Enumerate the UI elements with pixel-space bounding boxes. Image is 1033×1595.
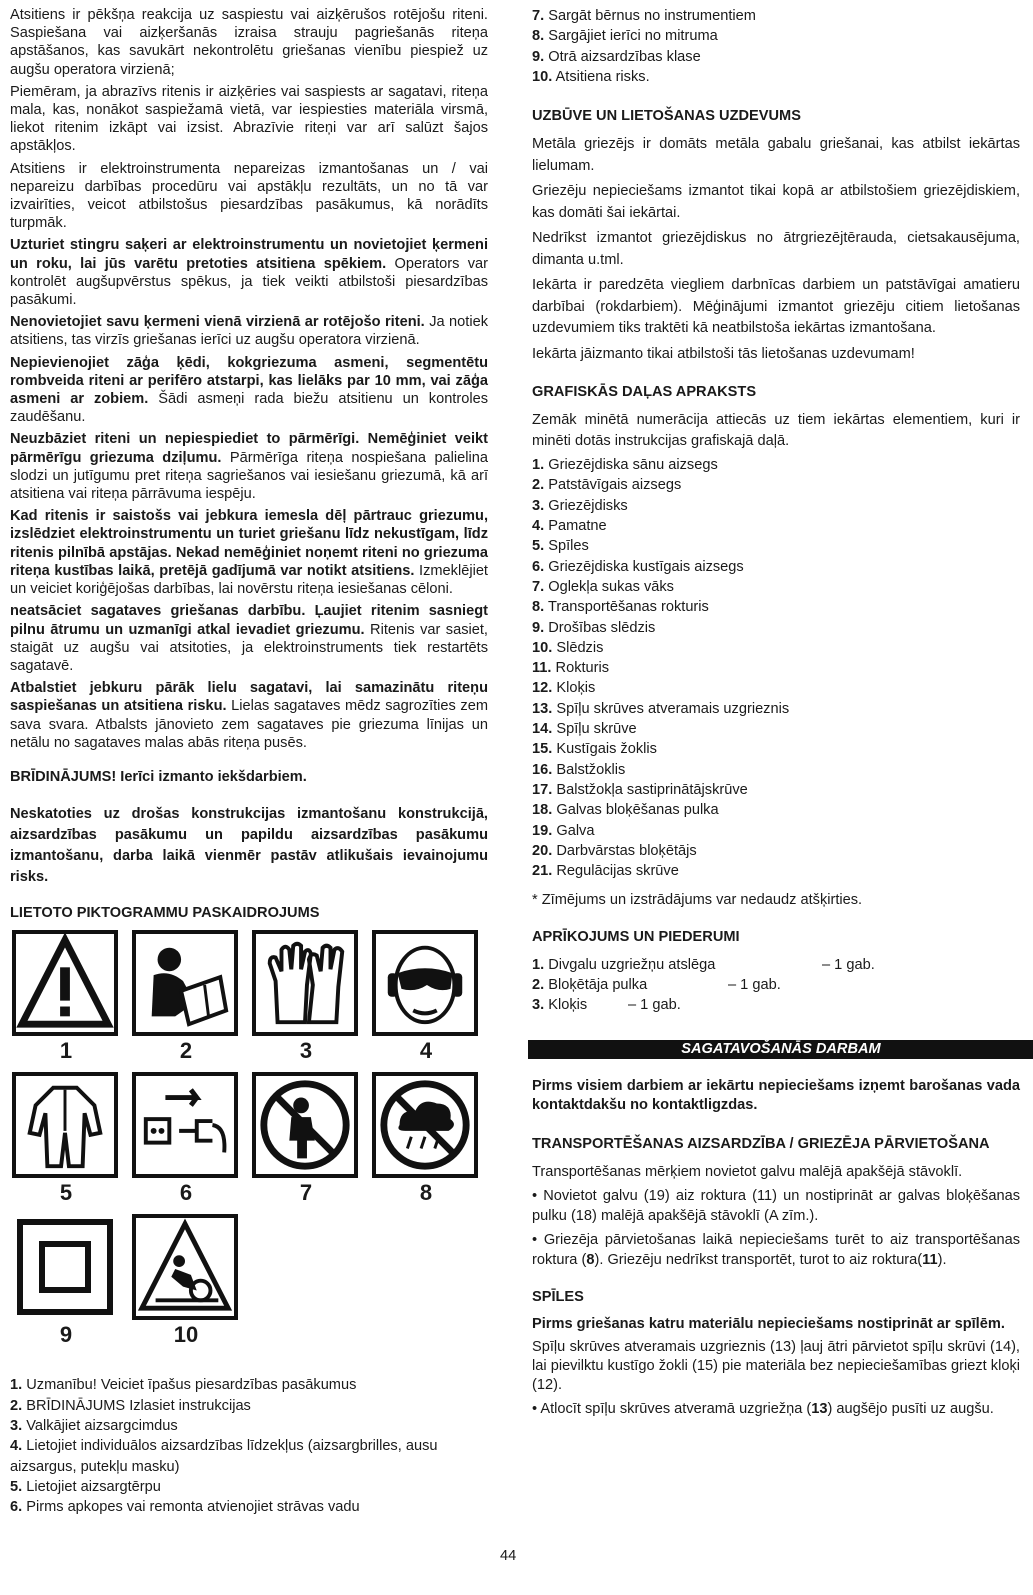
graphic-intro: Zemāk minētā numerācija attiecās uz tiem iekārtas elementiem, kuri ir minēti dotās instrukcijas grafiskajā daļā.: [532, 412, 1020, 449]
list-item: 5. Spīles: [532, 538, 589, 555]
picto-number-9: 9: [59, 1322, 73, 1348]
legend-item: 3. Valkājiet aizsargcimdus: [10, 1417, 178, 1434]
vise-bullet: • Atlocīt spīļu skrūves atveramā uzgriežņa (13) augšējo pusīti uz augšu.: [532, 1400, 994, 1417]
list-item: 18. Galvas bloķēšanas pulka: [532, 802, 719, 819]
list-item: 15. Kustīgais žoklis: [532, 741, 657, 758]
jam-rest: Pārmērīga riteņa nospiešana palielina slodzi un jutīgumu pret riteņa sagriešanos vai iesiešanu griezumā, kā arī atsitiena vai riteņa pārrāvuma iespēju.: [10, 449, 488, 503]
legend-item: 5. Lietojiet aizsargtērpu: [10, 1478, 161, 1495]
double-insulation-icon: [12, 1214, 118, 1320]
kickback-example: Piemēram, ja abrazīvs ritenis ir aizķēries vai saspiests ar sagatavi, riteņa mala, kas, nonākot saspiežamā vietā, var iespiesties materiāla virsmā, liekot ritenim izkāpt vai izsist. Abrazīvie riteņi var arī salūzt šajos apstākļos.: [10, 83, 488, 155]
list-item: 4. Pamatne: [532, 518, 607, 535]
list-item: 2. Bloķētāja pulka – 1 gab.: [532, 976, 781, 993]
list-item: 3. Griezējdisks: [532, 497, 628, 514]
unplug-icon: [132, 1072, 238, 1178]
keep-dry-icon: [372, 1072, 478, 1178]
vise-heading: SPĪLES: [532, 1288, 584, 1305]
grip-instruction: [10, 236, 488, 309]
support-instruction: [10, 679, 488, 752]
blade-rest: Šādi asmeņi rada biežu atsitienu un kontroles zaudēšanu.: [10, 391, 488, 426]
transport-bullet-2: • Griezēja pārvietošanas laikā nepieciešams turēt to aiz transportēšanas roktura (8). Griezēju nedrīkst transportēt, turot to aiz roktura(11).: [532, 1231, 1020, 1268]
warning-triangle-icon: [12, 930, 118, 1036]
usage-section: Metāla griezējs ir domāts metāla gabalu griešanai, kas atbilst iekārtas lielumam. Griezēju nepieciešams izmantot tikai kopā ar atbilstošiem griezējdiskiem, kas domāti šai iekārtai. Nedrīkst izmantot griezējdiskus no ātrgriezējtērauda, cietsakausējuma, dimanta u.tml. Iekārta ir paredzēta viegliem darbnīcas darbiem un patstāvīgai amatieru darbībai (rokdarbiem). Mēģinājumi izmantot griezēju citiem lietošanas uzdevumiem tiks traktēti kā neatbilstoša iekārtas izmantošana. Iekārta jāizmanto tikai atbilstoši tās lietošanas uzdevumam!: [532, 136, 1020, 362]
list-item: 9. Drošības slēdzis: [532, 619, 656, 636]
list-item: 17. Balstžokļa sastiprinātājskrūve: [532, 781, 748, 798]
legend-item: 2. BRĪDINĀJUMS Izlasiet instrukcijas: [10, 1397, 251, 1414]
bind-bold: Kad ritenis ir saistošs vai jebkura iemesla dēļ pārtrauc griezumu, izslēdziet elektroinstrumentu un turiet griešanu līdz nekustīgam, līdz ritenis pilnībā apstājas. Nekad nemēģiniet noņemt riteni no griezuma riteņa kustības laikā, pretējā gadījumā var notikt atsitiens.: [10, 508, 488, 579]
transport-text: Transportēšanas mērķiem novietot galvu malējā apakšējā stāvoklī.: [532, 1163, 963, 1180]
body-rest: Ja notiek atsitiens, tas virzīs griešanas ierīci uz augšu operatora virzienā.: [10, 314, 488, 349]
body-position-instruction: [10, 313, 488, 349]
blade-bold: Nepievienojiet zāģa ķēdi, kokgriezuma asmeni, segmentētu rombveida riteni ar perifēro atstarpi, kas lielāks par 10 mm, vai zāģa asmeni ar zobiem.: [10, 354, 488, 408]
jam-bold: Neuzbāziet riteni un nepiespiediet to pārmērīgi. Nemēģiniet veikt pārmērīgu griezuma dziļumu.: [10, 431, 488, 466]
support-rest: Lielas sagataves mēdz sagrozīties zem sava svara. Atbalsts jānovieto zem sagataves pie griezuma līnijas un netālu no sagataves malas abās riteņa pusēs.: [10, 698, 488, 751]
picto-number-6: 6: [179, 1180, 193, 1206]
drawing-note: * Zīmējums un izstrādājums var nedaudz atšķirties.: [532, 892, 863, 909]
picto-number-3: 3: [299, 1038, 313, 1064]
restart-bold: neatsāciet sagataves griešanas darbību. Ļaujiet ritenim sasniegt pilnu ātrumu un uzmanīgi atkal ievadiet griezumu.: [10, 603, 488, 638]
read-manual-icon: [132, 930, 238, 1036]
list-item: 8. Transportēšanas rokturis: [532, 599, 709, 616]
picto-number-10: 10: [173, 1322, 199, 1348]
unplug-instruction: Pirms visiem darbiem ar iekārtu nepieciešams izņemt barošanas vada kontaktdakšu no kontaktligzdas.: [532, 1077, 1020, 1113]
picto-number-7: 7: [299, 1180, 313, 1206]
vise-instruction: Pirms griešanas katru materiālu nepieciešams nostiprināt ar spīlēm.: [532, 1315, 1005, 1332]
list-item: 10. Slēdzis: [532, 639, 604, 656]
preparation-banner: SAGATAVOŠANĀS DARBAM: [528, 1040, 1033, 1059]
parts-list: [532, 455, 1020, 881]
left-column: [10, 6, 488, 1517]
pictogram-legend: [10, 1375, 488, 1517]
kickback-cause: Atsitiens ir elektroinstrumenta nepareizas izmantošanas un / vai nepareizu darbības procedūru vai apstākļu rezultāts, un no tā var izvairīties, veicot atbilstošus piesardzības pasākumus, kā norādīts turpmāk.: [10, 160, 488, 232]
legend-item: 8. Sargājiet ierīci no mitruma: [532, 28, 718, 45]
picto-number-8: 8: [419, 1180, 433, 1206]
page-number: 44: [500, 1548, 517, 1564]
residual-risk: Neskatoties uz drošas konstrukcijas izmantošanu konstrukcijā, aizsardzības pasākumu un papildu aizsardzības pasākumu izmantošanu, darba laikā vienmēr pastāv atlikušais ievainojumu risks.: [10, 806, 488, 886]
list-item: 12. Kloķis: [532, 680, 596, 697]
equipment-heading: APRĪKOJUMS UN PIEDERUMI: [532, 928, 740, 945]
indoor-warning: BRĪDINĀJUMS! Ierīci izmanto iekšdarbiem.: [10, 768, 307, 785]
list-item: 1. Divgalu uzgriežņu atslēga – 1 gab.: [532, 956, 875, 973]
right-column: [532, 6, 1020, 1423]
pictogram-legend-continued: [532, 6, 1020, 87]
transport-bullet-1: • Novietot galvu (19) aiz roktura (11) un nostiprināt ar galvas bloķēšanas pulku (18) malējā apakšējā stāvoklī (A zīm.).: [532, 1187, 1020, 1224]
jam-instruction: [10, 430, 488, 503]
protective-suit-icon: [12, 1072, 118, 1178]
list-item: 13. Spīļu skrūves atveramais uzgrieznis: [532, 700, 790, 717]
grip-bold: Uzturiet stingru saķeri ar elektroinstrumentu un novietojiet ķermeni un roku, lai jūs varētu pretoties atsitiena spēkiem.: [10, 237, 488, 272]
pictogram-grid: [10, 930, 488, 1365]
vise-text: Spīļu skrūves atveramais uzgrieznis (13) ļauj ātri pārvietot spīļu skrūvi (14), lai pievilktu kustīgo žokli (15) pie materiāla bez nepieciešamības griezt kloķi (12).: [532, 1338, 1020, 1393]
list-item: 19. Galva: [532, 822, 595, 839]
gloves-icon: [252, 930, 358, 1036]
legend-item: 7. Sargāt bērnus no instrumentiem: [532, 8, 756, 24]
transport-heading: TRANSPORTĒŠANAS AIZSARDZĪBA / GRIEZĒJA PĀRVIETOŠANA: [532, 1135, 990, 1152]
legend-item: 6. Pirms apkopes vai remonta atvienojiet strāvas vadu: [10, 1499, 360, 1516]
pictogram-heading: LIETOTO PIKTOGRAMMU PASKAIDROJUMS: [10, 905, 320, 922]
legend-item: 1. Uzmanību! Veiciet īpašus piesardzības pasākumus: [10, 1377, 357, 1394]
legend-item: 9. Otrā aizsardzības klase: [532, 48, 701, 65]
protective-goggles-icon: [372, 930, 478, 1036]
picto-number-1: 1: [59, 1038, 73, 1064]
list-item: 1. Griezējdiska sānu aizsegs: [532, 457, 718, 474]
list-item: 20. Darbvārstas bloķētājs: [532, 842, 697, 859]
equipment-list: [532, 955, 1020, 1016]
body-bold: Nenovietojiet savu ķermeni vienā virzienā ar rotējošo riteni.: [10, 314, 425, 331]
kickback-risk-icon: [132, 1214, 238, 1320]
bind-instruction: [10, 507, 488, 598]
picto-number-2: 2: [179, 1038, 193, 1064]
picto-number-5: 5: [59, 1180, 73, 1206]
graphic-heading: GRAFISKĀS DAĻAS APRAKSTS: [532, 384, 757, 401]
list-item: 11. Rokturis: [532, 660, 610, 677]
list-item: 16. Balstžoklis: [532, 761, 626, 778]
list-item: 14. Spīļu skrūve: [532, 721, 637, 738]
support-bold: Atbalstiet jebkuru pārāk lielu sagatavi, lai samazinātu riteņu saspiešanas un atsitiena risku.: [10, 680, 488, 715]
grip-rest: Operators var kontrolēt augšupvērstus spēkus, ja tiek veikti atbilstoši piesardzības pasākumi.: [10, 255, 488, 309]
usage-heading: UZBŪVE UN LIETOŠANAS UZDEVUMS: [532, 108, 801, 125]
list-item: 3. Kloķis – 1 gab.: [532, 997, 681, 1014]
list-item: 7. Oglekļa sukas vāks: [532, 578, 674, 595]
list-item: 21. Regulācijas skrūve: [532, 863, 679, 880]
blade-instruction: [10, 354, 488, 427]
picto-number-4: 4: [419, 1038, 433, 1064]
legend-item: 4. Lietojiet individuālos aizsardzības līdzekļus (aizsargbrilles, ausu aizsargus, putekļu masku): [10, 1438, 438, 1475]
list-item: 2. Patstāvīgais aizsegs: [532, 477, 682, 494]
kickback-intro: Atsitiens ir pēkšņa reakcija uz saspiestu vai aizķērušos rotējošu riteni. Saspiešana vai aizķeršanās izraisa strauju pagriešanās riteņa apstāšanos, kas savukārt nekontrolētu griešanas vienību piespiež uz augšu operatora virzienā;: [10, 7, 488, 78]
bind-rest: Izmeklējiet un veiciet koriģējošas darbības, lai novērstu riteņa iesiešanas cēloni.: [10, 562, 488, 598]
restart-rest: Ritenis var sasiet, staigāt uz augšu vai atsitoties, ja elektroinstruments tiek restartēts sagatavē.: [10, 621, 488, 674]
legend-item: 10. Atsitiena risks.: [532, 68, 650, 85]
restart-instruction: [10, 602, 488, 675]
list-item: 6. Griezējdiska kustīgais aizsegs: [532, 558, 744, 575]
keep-children-away-icon: [252, 1072, 358, 1178]
